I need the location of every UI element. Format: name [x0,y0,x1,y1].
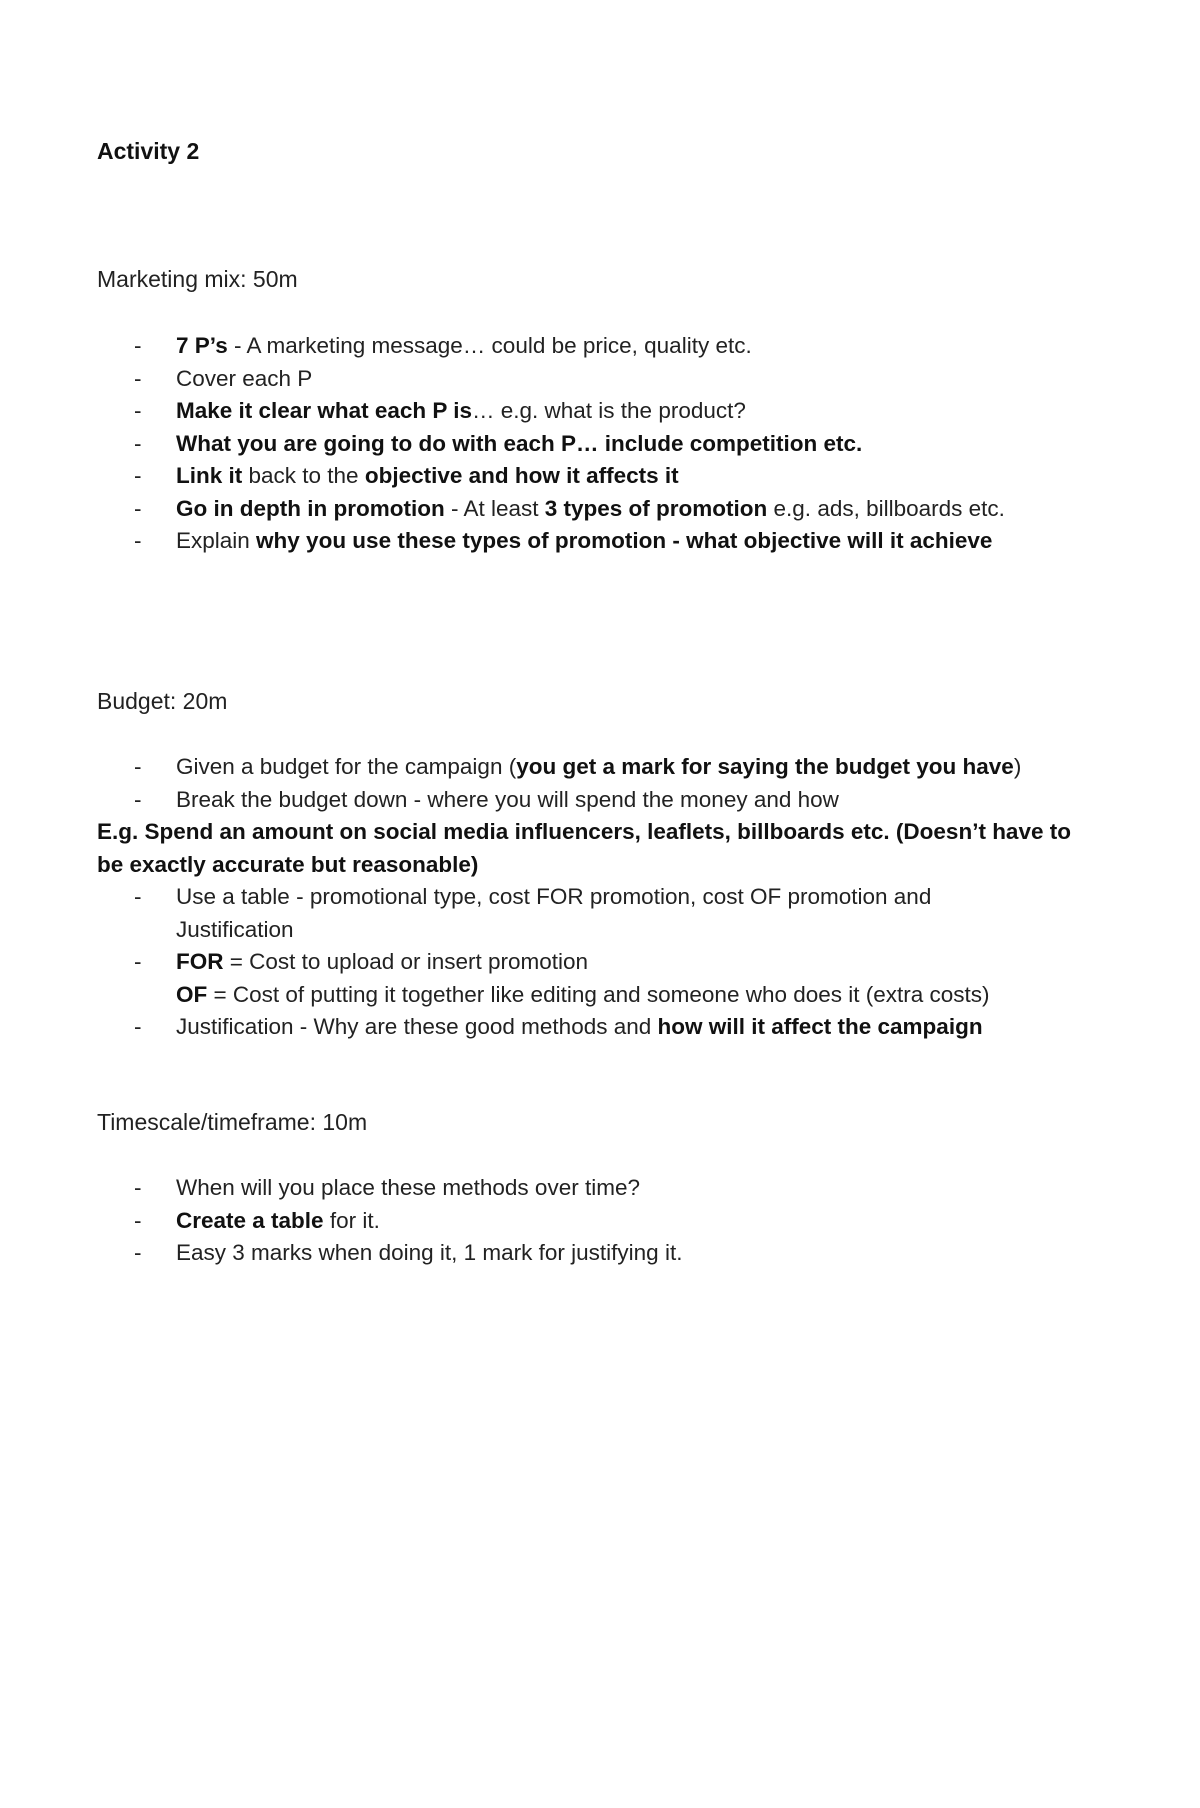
list-item: - Explain why you use these types of promotion - what objective will it achieve [134,528,993,553]
list-item: - Use a table - promotional type, cost FOR promotion, cost OF promotion and Justification [134,884,932,942]
list-item: - Go in depth in promotion - At least 3 types of promotion e.g. ads, billboards etc. [134,495,1005,521]
list-item: - Cover each P [134,365,313,391]
list-item: - FOR = Cost to upload or insert promotion [134,949,589,974]
list-item: OF = Cost of putting it together like editing and someone who does it (extra costs) [176,981,990,1007]
timescale-list [0,1172,1120,1270]
list-item: - Break the budget down - where you will spend the money and how [134,786,839,812]
list-item: - Given a budget for the campaign (you get a mark for saying the budget you have) [134,754,1022,779]
activity-title: Activity 2 [97,138,200,164]
list-item: - Easy 3 marks when doing it, 1 mark for justifying it. [134,1240,683,1265]
budget-list [0,751,1120,816]
budget-list-2 [0,881,1120,1044]
budget-heading: Budget: 20m [97,688,228,714]
marketing-mix-heading: Marketing mix: 50m [97,266,298,292]
list-item: - 7 P’s - A marketing message… could be price, quality etc. [134,333,752,358]
list-item: - What you are going to do with each P… include competition etc. [134,430,863,456]
list-item: - When will you place these methods over time? [134,1175,640,1200]
marketing-mix-list [0,330,1120,558]
list-item: - Link it back to the objective and how it affects it [134,463,679,488]
list-item: - Make it clear what each P is… e.g. what is the product? [134,398,746,423]
timescale-heading: Timescale/timeframe: 10m [97,1109,368,1135]
budget-example: E.g. Spend an amount on social media influencers, leaflets, billboards etc. (Doesn’t have to be exactly accurate but reasonable) [97,819,1071,877]
list-item: - Create a table for it. [134,1207,380,1233]
list-item: - Justification - Why are these good methods and how will it affect the campaign [134,1014,983,1039]
